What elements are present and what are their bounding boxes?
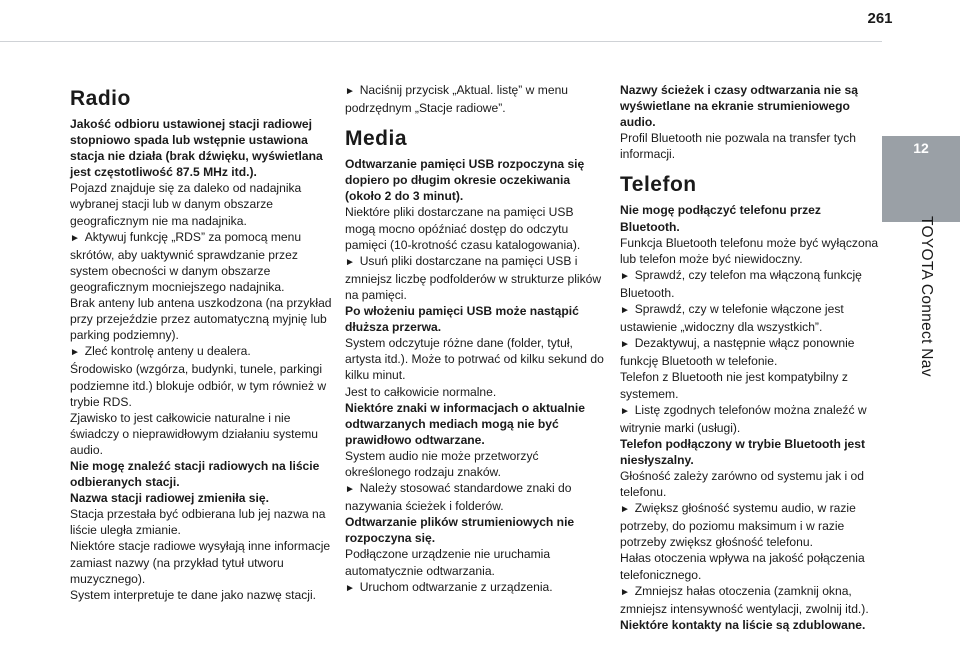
- paragraph: [70, 295, 332, 343]
- paragraph-text: Podłączone urządzenie nie uruchamia automatycznie odtwarzania.: [345, 547, 551, 578]
- paragraph-text: Sprawdź, czy w telefonie włączone jest ustawienie „widoczny dla wszystkich”.: [620, 302, 844, 335]
- paragraph: [70, 180, 332, 228]
- paragraph-text: Telefon podłączony w trybie Bluetooth jest niesłyszalny.: [620, 436, 866, 467]
- paragraph: [70, 490, 332, 506]
- column-2: [345, 82, 607, 597]
- arrow-right-icon: ►: [620, 504, 633, 516]
- paragraph-text: Profil Bluetooth nie pozwala na transfer tych informacji.: [620, 131, 856, 162]
- paragraph-text: Funkcja Bluetooth telefonu może być wyłączona lub telefon może być niewidoczny.: [620, 235, 879, 266]
- paragraph-text: Niektóre stacje radiowe wysyłają inne informacje zamiast nazwy (na przykład tytuł utworu muzycznego).: [70, 539, 331, 586]
- paragraph: [620, 583, 882, 617]
- paragraph-text: Uruchom odtwarzanie z urządzenia.: [359, 579, 553, 594]
- paragraph-text: Dezaktywuj, a następnie włącz ponownie funkcję Bluetooth w telefonie.: [620, 336, 855, 369]
- paragraph: [70, 116, 332, 180]
- paragraph-text: Należy stosować standardowe znaki do nazywania ścieżek i folderów.: [345, 481, 572, 514]
- paragraph-text: Zjawisko to jest całkowicie naturalne i nie świadczy o nieprawidłowym działaniu systemu audio.: [70, 410, 319, 457]
- paragraph-text: Środowisko (wzgórza, budynki, tunele, parkingi podziemne itd.) blokuje odbiór, w tym również w trybie RDS.: [70, 362, 327, 409]
- arrow-right-icon: ►: [345, 256, 358, 268]
- arrow-right-icon: ►: [70, 347, 83, 359]
- paragraph: [620, 130, 882, 162]
- paragraph-text: Naciśnij przycisk „Aktual. listę” w menu podrzędnym „Stacje radiowe”.: [345, 83, 569, 116]
- paragraph: [345, 82, 607, 116]
- arrow-right-icon: ►: [70, 232, 83, 244]
- paragraph: [620, 369, 882, 401]
- paragraph-text: Nie mogę znaleźć stacji radiowych na liście odbieranych stacji.: [70, 458, 320, 490]
- paragraph: [70, 506, 332, 538]
- paragraph-text: Stacja przestała być odbierana lub jej nazwa na liście uległa zmianie.: [70, 507, 326, 538]
- section-heading-radio: Radio: [70, 87, 131, 110]
- paragraph-text: Usuń pliki dostarczane na pamięci USB i zmniejsz liczbę podfolderów w strukturze plików na pamięci.: [345, 253, 602, 302]
- paragraph-text: System audio nie może przetworzyć określonego rodzaju znaków.: [345, 448, 539, 479]
- arrow-right-icon: ►: [620, 270, 633, 282]
- paragraph-text: Zleć kontrolę anteny u dealera.: [84, 344, 251, 359]
- header-rule: [0, 41, 882, 42]
- paragraph: [620, 267, 882, 301]
- paragraph: [620, 500, 882, 550]
- paragraph-text: Zmniejsz hałas otoczenia (zamknij okna, zmniejsz intensywność wentylacji, zwolnij itd.).: [620, 583, 869, 616]
- paragraph: [620, 202, 882, 234]
- paragraph-text: Listę zgodnych telefonów można znaleźć w witrynie marki (usługi).: [620, 402, 867, 435]
- paragraph: [345, 514, 607, 546]
- paragraph: [70, 229, 332, 295]
- chapter-number: 12: [913, 140, 929, 156]
- section-heading-media: Media: [345, 127, 408, 151]
- paragraph-text: Niektóre znaki w informacjach o aktualnie odtwarzanych mediach mogą nie być prawidłowo odtwarzane.: [345, 400, 585, 447]
- paragraph-text: Nie mogę podłączyć telefonu przez Bluetooth.: [620, 203, 821, 234]
- arrow-right-icon: ►: [620, 339, 633, 351]
- paragraph-text: Niektóre kontakty na liście są zdublowane.: [620, 617, 866, 632]
- paragraph-text: Po włożeniu pamięci USB może nastąpić dłuższa przerwa.: [345, 304, 579, 335]
- paragraph-text: System odczytuje różne dane (folder, tytuł, artysta itd.). Może to potrwać od kilku sekund do kilku minut.: [345, 336, 604, 383]
- paragraph-text: System interpretuje te dane jako nazwę stacji.: [70, 587, 317, 602]
- paragraph-text: Głośność zależy zarówno od systemu jak i od telefonu.: [620, 468, 865, 500]
- paragraph: [345, 546, 607, 578]
- paragraph: [345, 303, 607, 335]
- telefon-paragraphs: [620, 202, 882, 632]
- paragraph-text: Jest to całkowicie normalne.: [345, 384, 497, 399]
- paragraph-text: Aktywuj funkcję „RDS” za pomocą menu skrótów, aby uaktywnić sprawdzanie przez system obecności w danym obszarze geograficznym mocniejszego nadajnika.: [70, 229, 302, 294]
- paragraph-text: Sprawdź, czy telefon ma włączoną funkcję Bluetooth.: [620, 267, 862, 300]
- column-3-intro: [620, 82, 882, 162]
- paragraph: [70, 410, 332, 458]
- paragraph: [70, 458, 332, 490]
- arrow-right-icon: ►: [620, 305, 633, 317]
- paragraph-text: Odtwarzanie pamięci USB rozpoczyna się dopiero po długim okresie oczekiwania (około 2 do 3 minut).: [345, 157, 585, 204]
- arrow-right-icon: ►: [620, 586, 633, 598]
- paragraph: [620, 468, 882, 500]
- arrow-right-icon: ►: [345, 484, 358, 496]
- paragraph-text: Telefon z Bluetooth nie jest kompatybilny z systemem.: [620, 370, 848, 401]
- paragraph-text: Niektóre pliki dostarczane na pamięci USB mogą mocno opóźniać dostęp do odczytu pamięci (10-krotność czasu katalogowania).: [345, 205, 581, 252]
- paragraph: [620, 402, 882, 436]
- paragraph: [345, 579, 607, 597]
- paragraph: [620, 550, 882, 582]
- radio-paragraphs: [70, 116, 332, 603]
- column-3: [620, 82, 882, 633]
- paragraph: [70, 538, 332, 586]
- paragraph-text: Jakość odbioru ustawionej stacji radiowej stopniowo spada lub wstępnie ustawiona stacja nie działa (brak dźwięku, wyświetlana jest częstotliwość 87.5 MHz itd.).: [70, 117, 323, 180]
- paragraph: [70, 587, 332, 603]
- paragraph: [345, 384, 607, 400]
- arrow-right-icon: ►: [345, 86, 358, 97]
- paragraph: [345, 156, 607, 204]
- paragraph: [345, 400, 607, 448]
- paragraph: [620, 335, 882, 369]
- paragraph-text: Hałas otoczenia wpływa na jakość połączenia telefonicznego.: [620, 551, 865, 582]
- paragraph: [620, 301, 882, 335]
- page-number: 261: [867, 10, 893, 27]
- paragraph-text: Nazwa stacji radiowej zmieniła się.: [70, 491, 269, 506]
- paragraph: [620, 82, 882, 130]
- column-1: [70, 82, 332, 603]
- column-2-intro: [345, 82, 607, 116]
- paragraph-text: Pojazd znajduje się za daleko od nadajnika wybranej stacji lub w danym obszarze geograficznym nie ma nadajnika.: [70, 181, 302, 228]
- paragraph-text: Odtwarzanie plików strumieniowych nie rozpoczyna się.: [345, 515, 575, 546]
- paragraph-text: Brak anteny lub antena uszkodzona (na przykład przy przejeździe przez automatyczną myjnię lub parking podziemny).: [70, 296, 332, 343]
- paragraph: [345, 204, 607, 252]
- paragraph: [345, 335, 607, 383]
- media-paragraphs: [345, 156, 607, 597]
- paragraph-text: Zwiększ głośność systemu audio, w razie potrzeby, do poziomu maksimum i w razie potrzeby zwiększ głośność telefonu.: [620, 501, 856, 550]
- paragraph: [620, 436, 882, 468]
- paragraph: [345, 253, 607, 303]
- arrow-right-icon: ►: [345, 582, 358, 594]
- paragraph: [620, 617, 882, 633]
- section-heading-telefon: Telefon: [620, 173, 697, 197]
- paragraph: [70, 343, 332, 361]
- paragraph: [620, 235, 882, 267]
- arrow-right-icon: ►: [620, 405, 633, 417]
- paragraph: [70, 361, 332, 409]
- paragraph: [345, 480, 607, 514]
- chapter-title: TOYOTA Connect Nav: [918, 216, 935, 377]
- paragraph-text: Nazwy ścieżek i czasy odtwarzania nie są wyświetlane na ekranie strumieniowego audio.: [620, 83, 858, 130]
- paragraph: [345, 448, 607, 480]
